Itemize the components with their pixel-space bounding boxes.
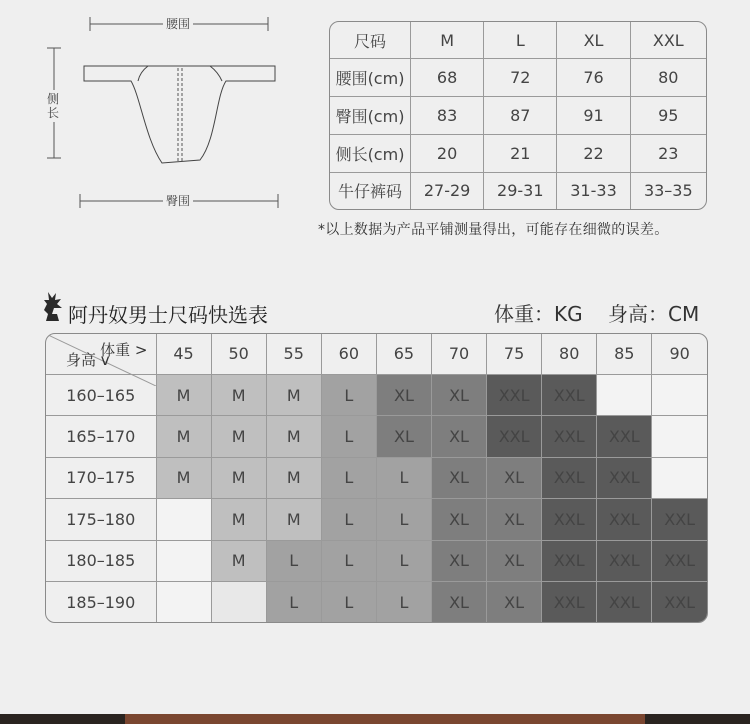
height-row [46, 416, 707, 457]
size-table-header-row [330, 22, 706, 59]
size-recommendation-cell: XXL [542, 457, 597, 498]
height-row [46, 582, 707, 622]
size-recommendation-cell: M [211, 499, 266, 540]
size-recommendation-cell: XXL [487, 416, 542, 457]
weight-header-cell: 65 [376, 334, 431, 374]
size-table-cell: 20 [411, 134, 484, 172]
weight-header-cell: 45 [156, 334, 211, 374]
size-table-cell: 27-29 [411, 172, 484, 209]
photo-crop-edge [125, 714, 645, 724]
size-table-cell: 33–35 [630, 172, 706, 209]
size-recommendation-cell: L [266, 540, 321, 581]
weight-header-cell: 55 [266, 334, 321, 374]
size-recommendation-cell: XXL [652, 499, 707, 540]
size-recommendation-cell: M [211, 416, 266, 457]
size-table-row-label: 腰围(cm) [330, 59, 411, 97]
size-recommendation-cell: L [376, 457, 431, 498]
size-table-cell: 31-33 [557, 172, 630, 209]
size-recommendation-cell: XXL [542, 416, 597, 457]
measurement-note: *以上数据为产品平铺测量得出，可能存在细微的误差。 [318, 222, 669, 238]
size-table-row-label: 牛仔裤码 [330, 172, 411, 209]
size-table-row-label: 侧长(cm) [330, 134, 411, 172]
size-table-cell: 23 [630, 134, 706, 172]
size-recommendation-cell [156, 582, 211, 622]
size-recommendation-cell: XL [431, 374, 486, 415]
size-table-cell: 91 [557, 97, 630, 135]
size-table-cell: 21 [484, 134, 557, 172]
quick-select-units: 体重：KG 身高：CM [494, 302, 700, 326]
size-recommendation-cell: XL [431, 499, 486, 540]
size-recommendation-cell: L [266, 582, 321, 622]
size-recommendation-cell: XL [487, 499, 542, 540]
size-table-cell: 29-31 [484, 172, 557, 209]
height-axis-label: 身高 v [66, 350, 110, 369]
size-table-header-cell: 尺码 [330, 22, 411, 59]
size-table-row-label: 臀围(cm) [330, 97, 411, 135]
brand-logo-icon [42, 290, 66, 324]
size-recommendation-cell: XXL [597, 457, 652, 498]
weight-axis-label: 体重 > [100, 341, 148, 359]
weight-header-cell: 60 [321, 334, 376, 374]
size-recommendation-cell: XL [487, 540, 542, 581]
size-recommendation-cell [597, 374, 652, 415]
weight-header-row [46, 334, 707, 374]
size-recommendation-cell: XXL [597, 416, 652, 457]
size-recommendation-cell: M [266, 416, 321, 457]
weight-header-cell: 90 [652, 334, 707, 374]
bottom-photo-strip [0, 714, 750, 724]
weight-header-cell: 85 [597, 334, 652, 374]
height-range-cell: 160–165 [46, 374, 156, 415]
weight-header-cell: 50 [211, 334, 266, 374]
size-table-row [330, 59, 706, 97]
height-range-cell: 185–190 [46, 582, 156, 622]
size-table-row [330, 97, 706, 135]
size-recommendation-cell: XXL [542, 374, 597, 415]
size-recommendation-cell: XL [376, 374, 431, 415]
size-table-cell: 72 [484, 59, 557, 97]
size-recommendation-cell [652, 416, 707, 457]
size-recommendation-cell: M [266, 374, 321, 415]
height-row [46, 499, 707, 540]
size-recommendation-cell: M [211, 457, 266, 498]
size-recommendation-cell: M [156, 416, 211, 457]
size-table-cell: 22 [557, 134, 630, 172]
size-table-cell: 83 [411, 97, 484, 135]
size-recommendation-cell [156, 540, 211, 581]
weight-header-cell: 80 [542, 334, 597, 374]
side-length-label: 侧长 [46, 92, 59, 120]
size-recommendation-cell: L [321, 582, 376, 622]
size-recommendation-cell: XXL [597, 540, 652, 581]
size-quick-select-grid [45, 333, 708, 623]
size-recommendation-cell [156, 499, 211, 540]
height-row [46, 540, 707, 581]
size-recommendation-cell: XL [376, 416, 431, 457]
size-recommendation-cell: M [211, 540, 266, 581]
height-range-cell: 170–175 [46, 457, 156, 498]
height-range-cell: 175–180 [46, 499, 156, 540]
size-recommendation-cell: L [321, 416, 376, 457]
size-table-cell: 76 [557, 59, 630, 97]
size-measurement-table [329, 21, 707, 210]
size-recommendation-cell: XL [431, 582, 486, 622]
size-recommendation-cell: XL [487, 457, 542, 498]
size-recommendation-cell: XL [431, 457, 486, 498]
size-recommendation-cell: XXL [652, 582, 707, 622]
size-table-cell: 80 [630, 59, 706, 97]
size-table-row [330, 172, 706, 209]
garment-diagram [0, 0, 320, 220]
grid-corner-cell [46, 334, 156, 374]
size-recommendation-cell: XXL [542, 582, 597, 622]
height-range-cell: 165–170 [46, 416, 156, 457]
size-recommendation-cell: L [321, 540, 376, 581]
size-recommendation-cell: M [211, 374, 266, 415]
size-table-row [330, 134, 706, 172]
height-row [46, 457, 707, 498]
size-recommendation-cell: L [321, 374, 376, 415]
size-recommendation-cell [652, 457, 707, 498]
size-recommendation-cell [211, 582, 266, 622]
size-recommendation-cell: XXL [487, 374, 542, 415]
size-recommendation-cell: L [376, 499, 431, 540]
size-recommendation-cell: XL [431, 416, 486, 457]
size-recommendation-cell: M [156, 457, 211, 498]
size-table-cell: 95 [630, 97, 706, 135]
weight-header-cell: 75 [487, 334, 542, 374]
size-recommendation-cell: XL [431, 540, 486, 581]
size-recommendation-cell: L [321, 457, 376, 498]
hip-label: 臀围 [163, 192, 193, 209]
size-table-cell: 68 [411, 59, 484, 97]
waist-label: 腰围 [163, 15, 193, 32]
size-table-header-cell: XXL [630, 22, 706, 59]
size-recommendation-cell: M [266, 457, 321, 498]
size-recommendation-cell: M [266, 499, 321, 540]
size-recommendation-cell: L [376, 582, 431, 622]
size-recommendation-cell: XXL [652, 540, 707, 581]
quick-select-title: 阿丹奴男士尺码快选表 [68, 303, 268, 327]
size-recommendation-cell: M [156, 374, 211, 415]
size-recommendation-cell: XXL [542, 499, 597, 540]
size-recommendation-cell: L [376, 540, 431, 581]
size-table-header-cell: XL [557, 22, 630, 59]
weight-header-cell: 70 [431, 334, 486, 374]
size-table-header-cell: L [484, 22, 557, 59]
size-recommendation-cell [652, 374, 707, 415]
height-range-cell: 180–185 [46, 540, 156, 581]
size-table-cell: 87 [484, 97, 557, 135]
size-recommendation-cell: XXL [597, 499, 652, 540]
size-recommendation-cell: XXL [542, 540, 597, 581]
size-table-header-cell: M [411, 22, 484, 59]
size-recommendation-cell: XL [487, 582, 542, 622]
size-recommendation-cell: XXL [597, 582, 652, 622]
size-recommendation-cell: L [321, 499, 376, 540]
